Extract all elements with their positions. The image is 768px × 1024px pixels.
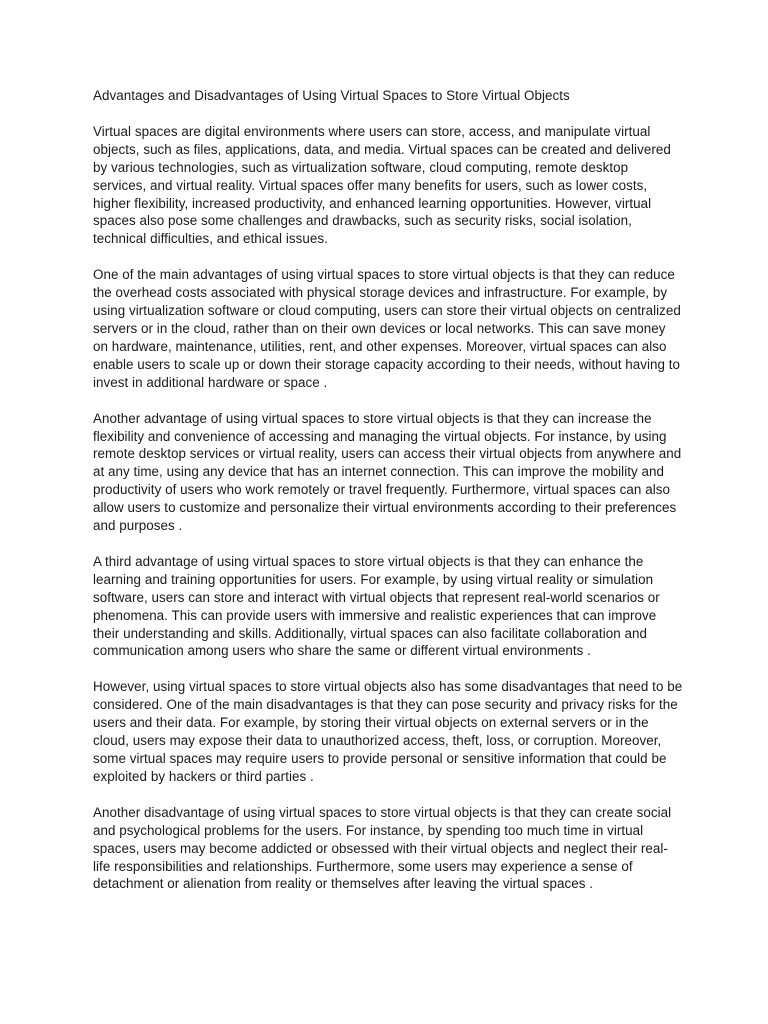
paragraph-disadvantage-social: Another disadvantage of using virtual spaces to store virtual objects is that they can create social and psychological problems for the users. For instance, by spending too much time in virtual spaces, users may become addicted or obsessed with their virtual objects and neglect their real-life responsibilities and relationships. Furthermore, some users may experience a sense of detachment or alienation from reality or themselves after leaving the virtual spaces . [93,804,672,892]
paragraph-intro: Virtual spaces are digital environments where users can store, access, and manipulate virtual objects, such as files, applications, data, and media. Virtual spaces can be created and delivered by various technologies, such as virtualization software, cloud computing, remote desktop services, and virtual reality. Virtual spaces offer many benefits for users, such as lower costs, higher flexibility, increased productivity, and enhanced learning opportunities. However, virtual spaces also pose some challenges and drawbacks, such as security risks, social isolation, technical difficulties, and ethical issues. [93,123,671,247]
paragraph-disadvantage-security: However, using virtual spaces to store virtual objects also has some disadvantages that need to be considered. One of the main disadvantages is that they can pose security and privacy risks for the users and their data. For example, by storing their virtual objects on external servers or in the cloud, users may expose their data to unauthorized access, theft, loss, or corruption. Moreover, some virtual spaces may require users to provide personal or sensitive information that could be exploited by hackers or third parties . [93,679,683,784]
document-body [93,87,683,911]
paragraph-advantage-learning: A third advantage of using virtual spaces to store virtual objects is that they can enhance the learning and training opportunities for users. For example, by using virtual reality or simulation software, users can store and interact with virtual objects that represent real-world scenarios or phenomena. This can provide users with immersive and realistic experiences that can improve their understanding and skills. Additionally, virtual spaces can also facilitate collaboration and communication among users who share the same or different virtual environments . [93,553,660,659]
paragraph-advantage-flexibility: Another advantage of using virtual spaces to store virtual objects is that they can increase the flexibility and convenience of accessing and managing the virtual objects. For instance, by using remote desktop services or virtual reality, users can access their virtual objects from anywhere and at any time, using any device that has an internet connection. This can improve the mobility and productivity of users who work remotely or travel frequently. Furthermore, virtual spaces can also allow users to customize and personalize their virtual environments according to their preferences and purposes . [93,410,682,534]
paragraph-advantage-cost: One of the main advantages of using virtual spaces to store virtual objects is that they can reduce the overhead costs associated with physical storage devices and infrastructure. For example, by using virtualization software or cloud computing, users can store their virtual objects on centralized servers or in the cloud, rather than on their own devices or local networks. This can save money on hardware, maintenance, utilities, rent, and other expenses. Moreover, virtual spaces can also enable users to scale up or down their storage capacity according to their needs, without having to invest in additional hardware or space . [93,267,681,390]
document-title: Advantages and Disadvantages of Using Virtual Spaces to Store Virtual Objects [93,88,570,103]
